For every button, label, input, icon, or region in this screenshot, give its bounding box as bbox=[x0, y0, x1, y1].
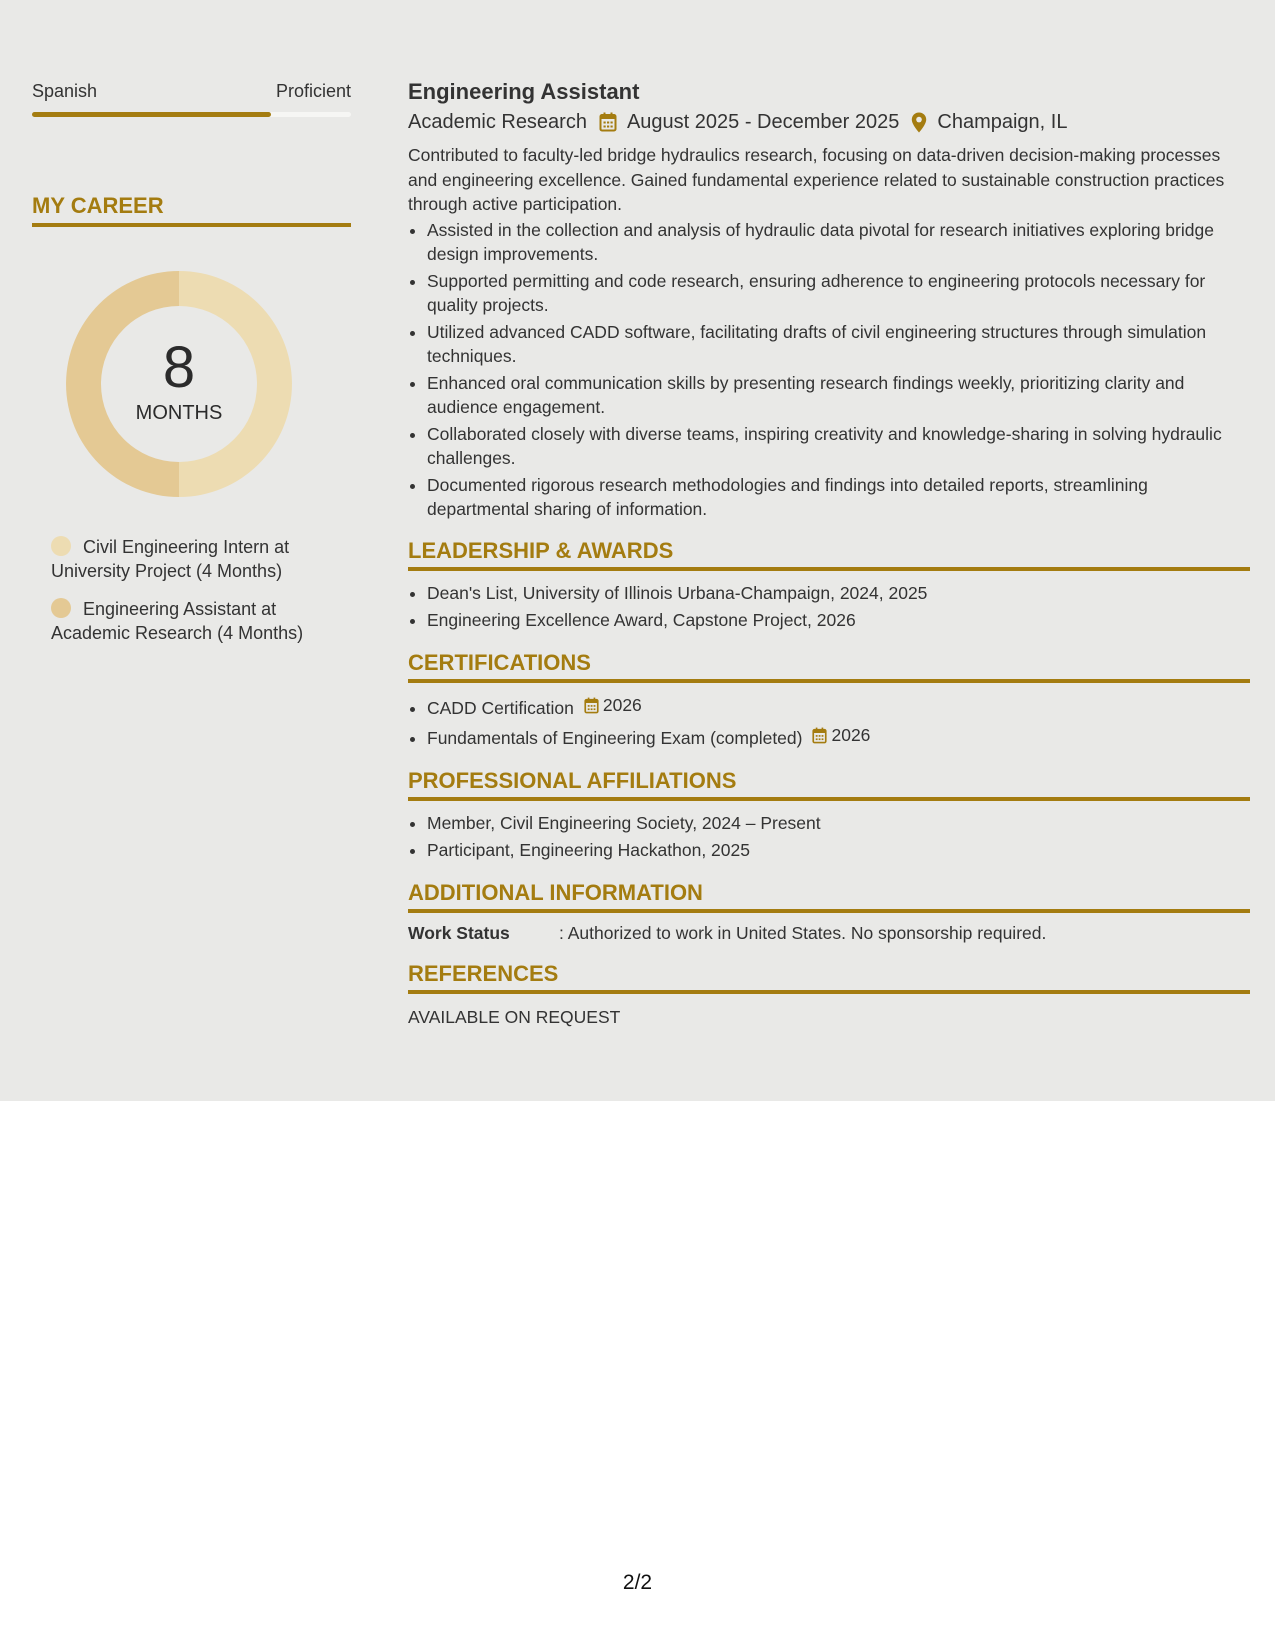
list-item: • Documented rigorous research methodologies and findings into detailed reports, streamlining departmental sharing of information. bbox=[427, 473, 1250, 522]
list-item bbox=[427, 722, 1250, 752]
leadership-heading: LEADERSHIP & AWARDS bbox=[408, 538, 1250, 571]
career-total-number: 8 bbox=[162, 335, 196, 400]
certification-name: Fundamentals of Engineering Exam (completed) bbox=[427, 727, 803, 748]
job-bullets bbox=[408, 218, 1250, 522]
job-summary: Contributed to faculty-led bridge hydraulics research, focusing on data-driven decision-making processes and engineering excellence. Gained fundamental experience related to sustainable construction practices through active participation. bbox=[408, 145, 1225, 214]
list-item bbox=[427, 692, 1250, 722]
location-pin-icon bbox=[911, 112, 927, 133]
list-item: • Assisted in the collection and analysis of hydraulic data pivotal for research initiatives exploring bridge design improvements. bbox=[427, 218, 1250, 267]
certification-date bbox=[812, 722, 870, 749]
career-heading: MY CAREER bbox=[32, 193, 351, 227]
career-legend bbox=[32, 535, 351, 645]
job-title: Engineering Assistant bbox=[408, 79, 640, 104]
donut-center bbox=[64, 269, 294, 499]
left-column bbox=[32, 80, 351, 659]
certification-name: CADD Certification bbox=[427, 697, 574, 718]
list-item: • Utilized advanced CADD software, facilitating drafts of civil engineering structures through simulation techniques. bbox=[427, 320, 1250, 369]
references-text: AVAILABLE ON REQUEST bbox=[408, 1006, 621, 1027]
legend-item bbox=[51, 597, 341, 645]
right-column bbox=[408, 78, 1250, 1029]
list-item: • Engineering Excellence Award, Capstone Project, 2026 bbox=[427, 607, 1250, 634]
language-proficiency-bar bbox=[32, 112, 351, 117]
list-item: • Supported permitting and code research, ensuring adherence to engineering protocols necessary for quality projects. bbox=[427, 269, 1250, 318]
affiliations-heading: PROFESSIONAL AFFILIATIONS bbox=[408, 768, 1250, 801]
work-status-label: Work Status bbox=[408, 922, 510, 943]
calendar-icon bbox=[599, 112, 617, 132]
certifications-heading: CERTIFICATIONS bbox=[408, 650, 1250, 683]
legend-label: Civil Engineering Intern at University Project (4 Months) bbox=[51, 537, 290, 581]
language-proficiency-fill bbox=[32, 112, 271, 117]
list-item: • Member, Civil Engineering Society, 2024 – Present bbox=[427, 810, 1250, 837]
certification-date bbox=[584, 692, 642, 719]
list-item: • Participant, Engineering Hackathon, 2025 bbox=[427, 837, 1250, 864]
list-item: • Collaborated closely with diverse teams, inspiring creativity and knowledge-sharing in solving hydraulic challenges. bbox=[427, 422, 1250, 471]
additional-info-heading: ADDITIONAL INFORMATION bbox=[408, 880, 1250, 913]
career-donut-chart bbox=[64, 269, 294, 499]
language-name: Spanish bbox=[32, 81, 98, 101]
career-total-unit: MONTHS bbox=[135, 402, 223, 424]
certification-year: 2026 bbox=[602, 694, 642, 715]
job-dates: August 2025 - December 2025 bbox=[626, 111, 900, 133]
job-organization: Academic Research bbox=[408, 111, 587, 133]
affiliations-list bbox=[408, 810, 1250, 864]
list-item: • Enhanced oral communication skills by presenting research findings weekly, prioritizing clarity and audience engagement. bbox=[427, 371, 1250, 420]
page-number: 2/2 bbox=[622, 1571, 653, 1594]
job-location: Champaign, IL bbox=[937, 111, 1068, 133]
legend-label: Engineering Assistant at Academic Research (4 Months) bbox=[51, 599, 304, 643]
legend-item bbox=[51, 535, 341, 583]
work-status-value: : Authorized to work in United States. No sponsorship required. bbox=[559, 922, 1047, 943]
calendar-icon bbox=[584, 697, 603, 714]
legend-dot bbox=[51, 536, 71, 556]
leadership-list bbox=[408, 580, 1250, 634]
list-item: • Dean's List, University of Illinois Urbana-Champaign, 2024, 2025 bbox=[427, 580, 1250, 607]
language-level: Proficient bbox=[275, 81, 351, 101]
certifications-list bbox=[408, 692, 1250, 752]
work-status-row bbox=[408, 921, 1250, 945]
language-row bbox=[32, 80, 351, 102]
certification-year: 2026 bbox=[831, 724, 871, 745]
calendar-icon bbox=[812, 727, 831, 744]
job-meta bbox=[408, 109, 1250, 135]
legend-dot bbox=[51, 598, 71, 618]
references-heading: REFERENCES bbox=[408, 961, 1250, 994]
